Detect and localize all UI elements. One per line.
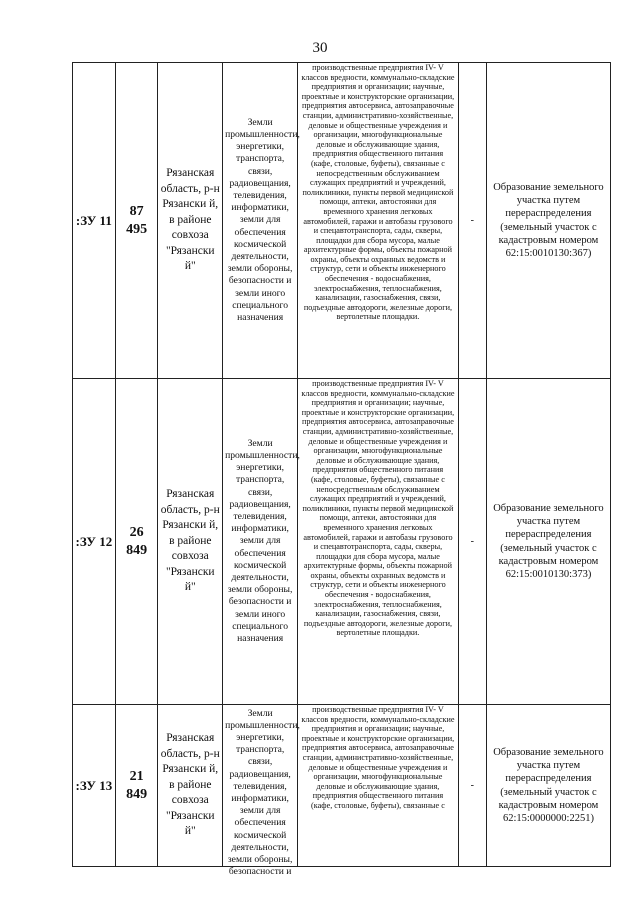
permitted-use: производственные предприятия IV- V классов вредности, коммунально-складские предприятия и организации; научные, проектные и конструкторские организации, предприятия автосервиса, автозаправочные станции, административно-хозяйственные, деловые и общественные учреждения и организации, многофункциональные деловые и обслуживающие здания, предприятия общественного питания (кафе, столовые, буфеты), связанные с xyxy=(298,705,459,867)
empty-value: - xyxy=(458,379,486,705)
permitted-use: производственные предприятия IV- V классов вредности, коммунально-складские предприятия и организации; научные, проектные и конструкторские организации, предприятия автосервиса, автозаправочные станции, административно-хозяйственные, деловые и общественные учреждения и организации, многофункциональные деловые и обслуживающие здания, предприятия общественного питания (кафе, столовые, буфеты), связанные с непосредственным обслуживанием служащих предприятий и учреждений, поликлиники, пункты первой медицинской помощи, аптеки, автостоянки для временного хранения легковых автомобилей, гаражи и автобазы грузового и спецавтотранспорта, сады, скверы, площадки для сбора мусора, малые архитектурные формы, объекты пожарной охраны, объекты охранных ведомств и структур, сети и объекты инженерного обеспечения - водоснабжения, электроснабжения, теплоснабжения, канализации, газоснабжения, связи, подъездные автодороги, железные дороги, вертолетные площадки. xyxy=(298,379,459,705)
plot-area: 87 495 xyxy=(115,63,158,379)
table-row xyxy=(73,379,611,705)
page-number: 30 xyxy=(312,40,328,56)
table-row xyxy=(73,63,611,379)
empty-value: - xyxy=(458,63,486,379)
plot-location: Рязанская область, р-н Рязански й, в районе совхоза "Рязански й" xyxy=(158,63,223,379)
permitted-use: производственные предприятия IV- V классов вредности, коммунально-складские предприятия и организации; научные, проектные и конструкторские организации, предприятия автосервиса, автозаправочные станции, административно-хозяйственные, деловые и общественные учреждения и организации, многофункциональные деловые и обслуживающие здания, предприятия общественного питания (кафе, столовые, буфеты), связанные с непосредственным обслуживанием служащих предприятий и учреждений, поликлиники, пункты первой медицинской помощи, аптеки, автостоянки для временного хранения легковых автомобилей, гаражи и автобазы грузового и спецавтотранспорта, сады, скверы, площадки для сбора мусора, малые архитектурные формы, объекты пожарной охраны, объекты охранных ведомств и структур, сети и объекты инженерного обеспечения - водоснабжения, электроснабжения, теплоснабжения, канализации, газоснабжения, связи, подъездные автодороги, железные дороги, вертолетные площадки. xyxy=(298,63,459,379)
plot-id: :ЗУ 13 xyxy=(73,705,116,867)
plot-id: :ЗУ 12 xyxy=(73,379,116,705)
plot-location: Рязанская область, р-н Рязански й, в районе совхоза "Рязански й" xyxy=(158,379,223,705)
land-plots-table xyxy=(72,62,611,878)
formation-note: Образование земельного участка путем перераспределения (земельный участок с кадастровым номером 62:15:0010130:367) xyxy=(486,63,610,379)
land-category: Земли промышленности, энергетики, транспорта, связи, радиовещания, телевидения, информатики, земли для обеспечения космической деятельности, земли обороны, безопасности и земли иного специального назначения xyxy=(223,63,298,379)
formation-note: Образование земельного участка путем перераспределения (земельный участок с кадастровым номером 62:15:0000000:2251) xyxy=(486,705,610,867)
plot-area: 26 849 xyxy=(115,379,158,705)
plot-id: :ЗУ 11 xyxy=(73,63,116,379)
table-row xyxy=(73,705,611,867)
land-category: Земли промышленности, энергетики, транспорта, связи, радиовещания, телевидения, информатики, земли для обеспечения космической деятельности, земли обороны, безопасности и земли иного специального назначения xyxy=(223,379,298,705)
plot-area: 21 849 xyxy=(115,705,158,867)
empty-value: - xyxy=(458,705,486,867)
plot-location: Рязанская область, р-н Рязански й, в районе совхоза "Рязански й" xyxy=(158,705,223,867)
land-category: Земли промышленности, энергетики, транспорта, связи, радиовещания, телевидения, информатики, земли для обеспечения космической деятельности, земли обороны, безопасности и xyxy=(223,705,298,867)
formation-note: Образование земельного участка путем перераспределения (земельный участок с кадастровым номером 62:15:0010130:373) xyxy=(486,379,610,705)
